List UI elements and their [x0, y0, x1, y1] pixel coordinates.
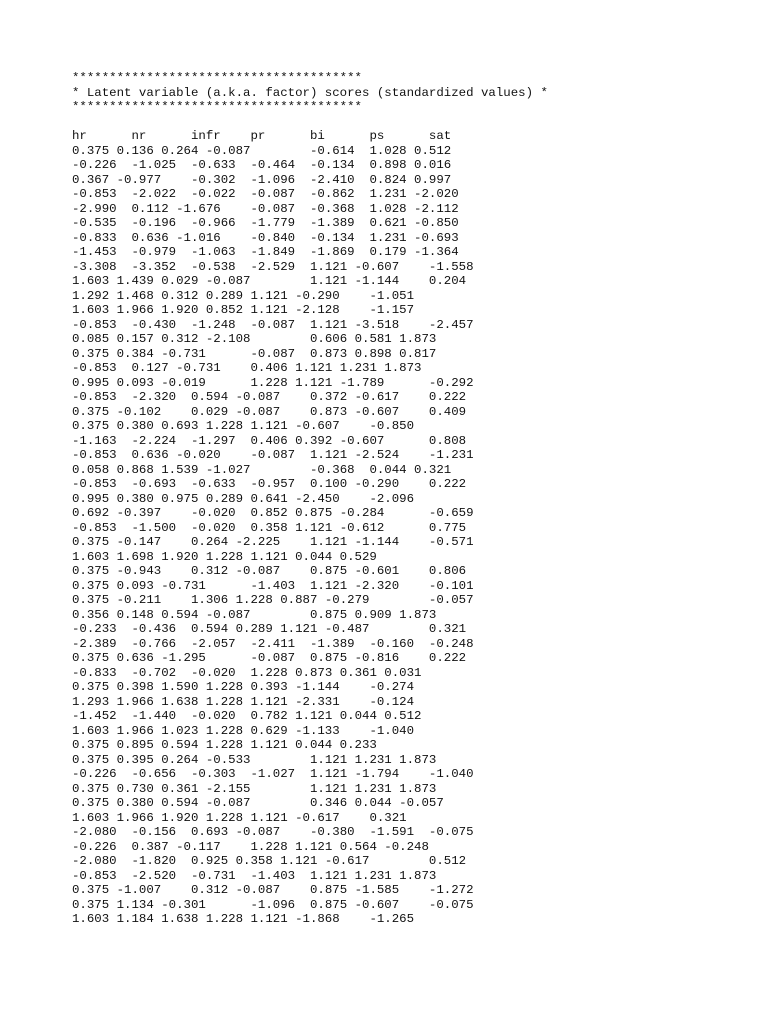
score-row: 0.375 0.730 0.361 -2.155 1.121 1.231 1.873	[72, 781, 437, 796]
score-row: 0.375 0.093 -0.731 -1.403 1.121 -2.320 -0.101	[72, 578, 474, 593]
score-row: 0.375 -0.943 0.312 -0.087 0.875 -0.601 0.806	[72, 564, 467, 578]
score-row: 1.603 1.439 0.029 -0.087 1.121 -1.144 0.204	[72, 274, 467, 288]
score-row: 0.375 -0.147 0.264 -2.225 1.121 -1.144 -0.571	[72, 535, 474, 549]
score-row: -0.233 -0.436 0.594 0.289 1.121 -0.487 0.321	[72, 622, 467, 636]
score-row: -0.226 -0.656 -0.303 -1.027 1.121 -1.794 -1.040	[72, 767, 474, 781]
score-row: -0.853 -0.693 -0.633 -0.957 0.100 -0.290 0.222	[72, 477, 467, 491]
score-row: -0.535 -0.196 -0.966 -1.779 -1.389 0.621 -0.850	[72, 216, 459, 230]
score-row: 1.603 1.966 1.920 0.852 1.121 -2.128 -1.157	[72, 303, 415, 317]
score-row: 0.375 -1.007 0.312 -0.087 0.875 -1.585 -1.272	[72, 883, 474, 897]
score-row: 0.995 0.380 0.975 0.289 0.641 -2.450 -2.096	[72, 491, 415, 506]
score-row: 0.085 0.157 0.312 -2.108 0.606 0.581 1.873	[72, 332, 437, 346]
score-row: 0.058 0.868 1.539 -1.027 -0.368 0.044 0.321	[72, 462, 452, 477]
header-border-bottom: ***************************************	[72, 100, 362, 114]
score-row: 0.356 0.148 0.594 -0.087 0.875 0.909 1.873	[72, 607, 437, 622]
score-row: -2.389 -0.766 -2.057 -2.411 -1.389 -0.160 -0.248	[72, 636, 474, 651]
score-row: -3.308 -3.352 -0.538 -2.529 1.121 -0.607 -1.558	[72, 259, 474, 274]
score-rows	[72, 144, 762, 927]
score-row: -0.833 0.636 -1.016 -0.840 -0.134 1.231 -0.693	[72, 230, 459, 245]
score-row: 0.692 -0.397 -0.020 0.852 0.875 -0.284 -0.659	[72, 506, 474, 520]
score-row: -2.080 -1.820 0.925 0.358 1.121 -0.617 0.512	[72, 854, 467, 868]
score-row: -0.853 -2.520 -0.731 -1.403 1.121 1.231 1.873	[72, 868, 437, 883]
score-row: 0.375 0.380 0.693 1.228 1.121 -0.607 -0.850	[72, 419, 415, 433]
score-row: -0.853 0.127 -0.731 0.406 1.121 1.231 1.873	[72, 361, 422, 375]
score-row: 0.367 -0.977 -0.302 -1.096 -2.410 0.824 0.997	[72, 172, 452, 187]
score-row: 0.375 0.895 0.594 1.228 1.121 0.044 0.233	[72, 738, 377, 752]
header-border-top: ***************************************	[72, 71, 362, 85]
score-row: 0.375 0.136 0.264 -0.087 -0.614 1.028 0.512	[72, 143, 452, 158]
score-row: 0.375 0.395 0.264 -0.533 1.121 1.231 1.873	[72, 752, 437, 767]
score-row: 0.375 0.398 1.590 1.228 0.393 -1.144 -0.274	[72, 680, 415, 694]
score-row: 1.292 1.468 0.312 0.289 1.121 -0.290 -1.051	[72, 288, 415, 303]
score-row: -1.453 -0.979 -1.063 -1.849 -1.869 0.179 -1.364	[72, 245, 459, 259]
score-row: 0.375 0.380 0.594 -0.087 0.346 0.044 -0.057	[72, 796, 444, 810]
factor-scores-document	[72, 71, 762, 927]
score-row: 1.603 1.184 1.638 1.228 1.121 -1.868 -1.265	[72, 912, 415, 926]
score-row: 1.603 1.966 1.920 1.228 1.121 -0.617 0.321	[72, 810, 407, 825]
score-row: -0.226 0.387 -0.117 1.228 1.121 0.564 -0.248	[72, 839, 429, 854]
score-row: -2.990 0.112 -1.676 -0.087 -0.368 1.028 -2.112	[72, 201, 459, 216]
score-row: 0.375 -0.102 0.029 -0.087 0.873 -0.607 0.409	[72, 404, 467, 419]
column-headers: hr nr infr pr bi ps sat	[72, 129, 452, 143]
score-row: 0.995 0.093 -0.019 1.228 1.121 -1.789 -0.292	[72, 375, 474, 390]
score-row: 0.375 1.134 -0.301 -1.096 0.875 -0.607 -0.075	[72, 897, 474, 912]
blank-line	[72, 115, 762, 130]
score-row: -0.833 -0.702 -0.020 1.228 0.873 0.361 0.031	[72, 665, 422, 680]
score-row: -0.853 0.636 -0.020 -0.087 1.121 -2.524 -1.231	[72, 448, 474, 462]
score-row: 0.375 0.636 -1.295 -0.087 0.875 -0.816 0.222	[72, 651, 467, 665]
score-row: -0.853 -2.320 0.594 -0.087 0.372 -0.617 0.222	[72, 390, 467, 404]
score-row: 0.375 0.384 -0.731 -0.087 0.873 0.898 0.817	[72, 346, 437, 361]
score-row: 1.603 1.966 1.023 1.228 0.629 -1.133 -1.040	[72, 723, 415, 738]
score-row: -0.853 -1.500 -0.020 0.358 1.121 -0.612 0.775	[72, 520, 467, 535]
score-row: 0.375 -0.211 1.306 1.228 0.887 -0.279 -0.057	[72, 593, 474, 607]
score-row: -1.452 -1.440 -0.020 0.782 1.121 0.044 0.512	[72, 709, 422, 723]
score-row: -2.080 -0.156 0.693 -0.087 -0.380 -1.591 -0.075	[72, 825, 474, 839]
score-row: -0.853 -0.430 -1.248 -0.087 1.121 -3.518 -2.457	[72, 317, 474, 332]
score-row: -0.226 -1.025 -0.633 -0.464 -0.134 0.898 0.016	[72, 158, 452, 172]
score-row: -0.853 -2.022 -0.022 -0.087 -0.862 1.231 -2.020	[72, 187, 459, 201]
score-row: 1.603 1.698 1.920 1.228 1.121 0.044 0.529	[72, 549, 377, 564]
score-row: -1.163 -2.224 -1.297 0.406 0.392 -0.607 0.808	[72, 433, 467, 448]
score-row: 1.293 1.966 1.638 1.228 1.121 -2.331 -0.124	[72, 694, 415, 709]
header-title: * Latent variable (a.k.a. factor) scores (standardized values) *	[72, 85, 548, 100]
